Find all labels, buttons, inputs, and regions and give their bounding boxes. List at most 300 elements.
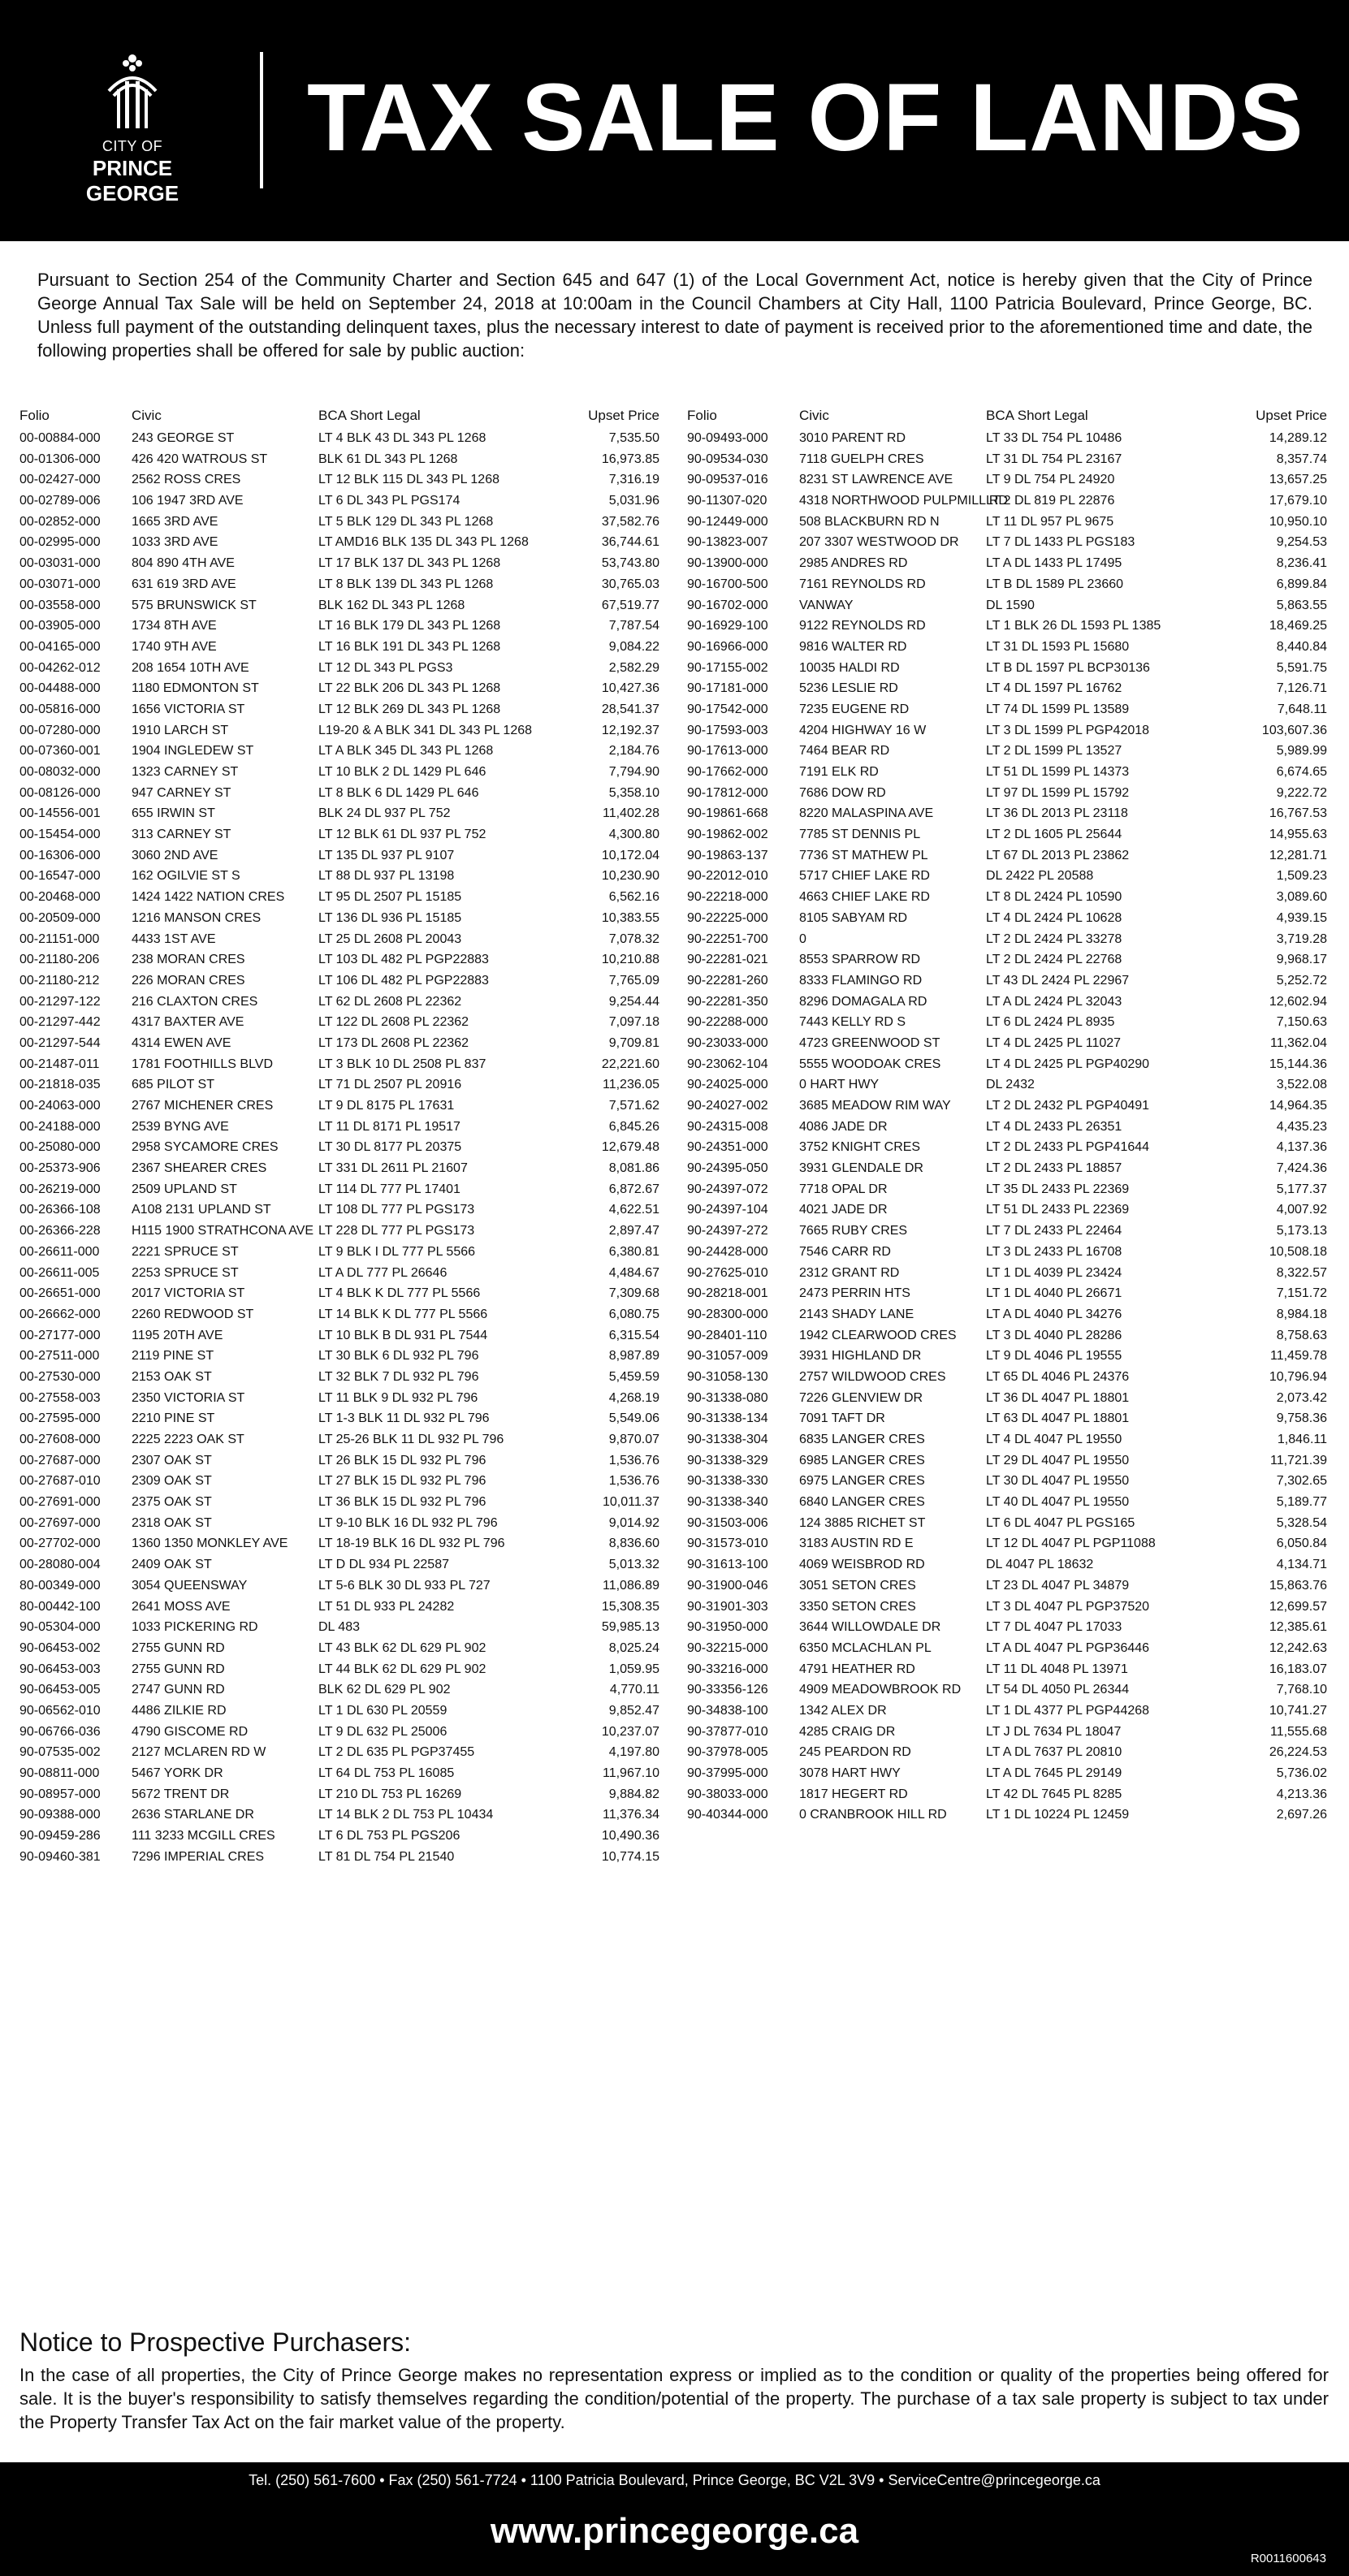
legal-cell: LT 9 DL 754 PL 24920 [986,473,1115,487]
price-cell: 12,699.57 [1269,1599,1327,1614]
price-cell: 6,872.67 [608,1182,659,1196]
price-cell: 15,308.35 [601,1599,659,1614]
price-cell: 16,183.07 [1269,1662,1327,1676]
legal-cell: LT 3 DL 4040 PL 28286 [986,1328,1122,1342]
civic-cell: 1033 3RD AVE [132,535,218,550]
legal-cell: LT 18-19 BLK 16 DL 932 PL 796 [318,1537,505,1551]
folio-cell: 00-21297-122 [19,994,101,1009]
table-row [19,845,661,867]
table-row [687,992,1329,1013]
table-row [687,1638,1329,1659]
civic-cell: 7665 RUBY CRES [799,1224,908,1238]
folio-cell: 90-17593-003 [687,723,768,737]
folio-cell: 00-16547-000 [19,869,101,884]
folio-cell: 90-07535-002 [19,1745,101,1760]
price-cell: 12,192.37 [601,723,659,737]
legal-cell: LT 32 BLK 7 DL 932 PL 796 [318,1369,479,1384]
price-cell: 11,402.28 [603,806,659,821]
legal-cell: LT 16 BLK 179 DL 343 PL 1268 [318,619,501,633]
price-cell: 16,767.53 [1269,806,1327,821]
price-cell: 4,300.80 [608,828,659,842]
folio-cell: 90-27625-010 [687,1265,768,1280]
folio-cell: 00-03031-000 [19,556,101,571]
legal-cell: LT 2 DL 1599 PL 13527 [986,744,1122,759]
legal-cell: LT 6 DL 343 PL PGS174 [318,494,460,508]
table-row [687,1742,1329,1763]
legal-cell: LT B DL 1597 PL BCP30136 [986,660,1150,675]
folio-cell: 00-27691-000 [19,1495,101,1510]
price-cell: 26,224.53 [1269,1745,1327,1760]
folio-cell: 90-17155-002 [687,660,768,675]
civic-cell: 9816 WALTER RD [799,639,907,654]
price-cell: 12,385.61 [1269,1620,1327,1635]
price-cell: 36,744.61 [601,535,659,550]
table-row [19,637,661,658]
folio-cell: 90-19862-002 [687,828,768,842]
civic-cell: 3051 SETON CRES [799,1578,916,1593]
folio-cell: 90-11307-020 [687,494,767,508]
price-cell: 4,770.11 [609,1683,659,1697]
folio-cell: 00-26662-000 [19,1307,101,1321]
website-link[interactable]: www.princegeorge.ca [490,2511,859,2551]
civic-cell: 2375 OAK ST [132,1495,212,1510]
legal-cell: LT 1-3 BLK 11 DL 932 PL 796 [318,1411,490,1426]
table-row [19,1513,661,1534]
folio-cell: 90-22281-260 [687,973,768,988]
folio-cell: 90-24428-000 [687,1244,768,1259]
civic-cell: 6840 LANGER CRES [799,1495,925,1510]
civic-cell: 106 1947 3RD AVE [132,494,244,508]
document-id: R0011600643 [1250,2552,1326,2565]
folio-cell: 90-28300-000 [687,1307,768,1321]
legal-cell: LT B DL 1589 PL 23660 [986,577,1124,591]
folio-cell: 90-22281-021 [687,953,768,967]
legal-cell: BLK 61 DL 343 PL 1268 [318,452,458,466]
footer [0,2462,1349,2576]
table-row [19,1575,661,1597]
legal-cell: LT 4 DL 2425 PL PGP40290 [986,1057,1150,1071]
price-cell: 11,555.68 [1270,1724,1327,1739]
legal-cell: LT 1 DL 10224 PL 12459 [986,1808,1130,1822]
price-cell: 8,236.41 [1276,556,1327,571]
civic-cell: A108 2131 UPLAND ST [132,1203,271,1217]
civic-cell: 6975 LANGER CRES [799,1474,925,1489]
legal-cell: LT 11 DL 4048 PL 13971 [986,1662,1128,1676]
table-row [687,1575,1329,1597]
folio-cell: 00-26611-005 [19,1265,100,1280]
civic-cell: 7464 BEAR RD [799,744,890,759]
folio-cell: 80-00349-000 [19,1578,101,1593]
price-cell: 5,252.72 [1276,973,1327,988]
table-row [19,1054,661,1075]
price-cell: 10,427.36 [601,681,659,696]
civic-cell: 238 MORAN CRES [132,953,245,967]
folio-cell: 00-26219-000 [19,1182,101,1196]
price-cell: 11,967.10 [603,1766,659,1780]
civic-cell: 1904 INGLEDEW ST [132,744,254,759]
price-cell: 14,964.35 [1269,1099,1327,1113]
legal-cell: LT 65 DL 4046 PL 24376 [986,1369,1130,1384]
table-row [19,1221,661,1242]
folio-cell: 90-22281-350 [687,994,768,1009]
legal-cell: LT 10 BLK 2 DL 1429 PL 646 [318,765,486,779]
legal-cell: LT D DL 934 PL 22587 [318,1558,449,1572]
price-cell: 7,316.19 [608,473,659,487]
civic-cell: 508 BLACKBURN RD N [799,514,940,529]
price-cell: 14,955.63 [1269,828,1327,842]
legal-cell: LT 11 DL 8171 PL 19517 [318,1119,460,1134]
table-row [687,1408,1329,1429]
civic-cell: 226 MORAN CRES [132,973,245,988]
price-cell: 7,150.63 [1276,1015,1327,1030]
civic-cell: 2309 OAK ST [132,1474,212,1489]
table-row [19,1199,661,1221]
legal-cell: LT 8 DL 2424 PL 10590 [986,890,1122,905]
price-cell: 6,562.16 [608,890,659,905]
civic-cell: 2367 SHEARER CRES [132,1161,267,1176]
folio-cell: 90-31057-009 [687,1349,768,1364]
folio-cell: 90-31338-080 [687,1390,768,1405]
legal-cell: LT 36 DL 2013 PL 23118 [986,806,1128,821]
civic-cell: 8105 SABYAM RD [799,910,908,925]
civic-cell: 7118 GUELPH CRES [799,452,924,466]
folio-cell: 90-31901-303 [687,1599,768,1614]
folio-cell: 90-40344-000 [687,1808,768,1822]
legal-cell: LT 2 DL 1605 PL 25644 [986,828,1122,842]
civic-cell: 4318 NORTHWOOD PULPMILL RD [799,494,1008,508]
folio-cell: 90-24315-008 [687,1119,768,1134]
legal-cell: LT 1 DL 4377 PL PGP44268 [986,1703,1150,1718]
table-row [687,1513,1329,1534]
table-row [19,678,661,699]
legal-cell: DL 2422 PL 20588 [986,869,1094,884]
legal-cell: LT 44 BLK 62 DL 629 PL 902 [318,1662,486,1676]
legal-cell: BLK 162 DL 343 PL 1268 [318,598,465,612]
price-cell: 3,522.08 [1276,1078,1327,1092]
price-cell: 5,358.10 [608,785,659,800]
table-row [19,574,661,595]
legal-cell: LT 14 BLK 2 DL 753 PL 10434 [318,1808,494,1822]
folio-cell: 90-19861-668 [687,806,768,821]
civic-cell: 2539 BYNG AVE [132,1119,229,1134]
price-cell: 28,541.37 [601,702,659,716]
table-row [687,824,1329,845]
civic-cell: 2153 OAK ST [132,1369,212,1384]
civic-cell: 575 BRUNSWICK ST [132,598,257,612]
price-cell: 11,362.04 [1270,1035,1327,1050]
legal-cell: LT 6 DL 2424 PL 8935 [986,1015,1115,1030]
legal-cell: LT 12 DL 343 PL PGS3 [318,660,453,675]
folio-cell: 90-08957-000 [19,1787,101,1801]
table-row [19,1638,661,1659]
civic-cell: 0 CRANBROOK HILL RD [799,1808,947,1822]
table-row [687,469,1329,491]
table-row [19,992,661,1013]
civic-cell: 4285 CRAIG DR [799,1724,896,1739]
legal-cell: LT 95 DL 2507 PL 15185 [318,890,462,905]
table-row [687,1304,1329,1325]
folio-cell: 90-22288-000 [687,1015,768,1030]
folio-cell: 90-08811-000 [19,1766,100,1780]
legal-cell: LT 30 BLK 6 DL 932 PL 796 [318,1349,479,1364]
price-cell: 5,328.54 [1276,1515,1327,1530]
table-row [19,1367,661,1388]
folio-cell: 90-24397-272 [687,1224,768,1238]
price-cell: 5,177.37 [1276,1182,1327,1196]
legal-cell: LT 9 DL 8175 PL 17631 [318,1099,455,1113]
table-row [687,1221,1329,1242]
folio-cell: 90-16702-000 [687,598,768,612]
price-cell: 5,013.32 [608,1558,659,1572]
legal-cell: LT 14 BLK K DL 777 PL 5566 [318,1307,488,1321]
table-row [687,1283,1329,1304]
table-row [19,512,661,533]
legal-cell: LT A DL 777 PL 26646 [318,1265,448,1280]
table-row [687,637,1329,658]
legal-cell: LT 36 DL 4047 PL 18801 [986,1390,1130,1405]
folio-cell: 00-02852-000 [19,514,101,529]
table-row [19,1179,661,1200]
folio-cell: 90-31338-329 [687,1453,768,1467]
civic-cell: 1424 1422 NATION CRES [132,890,285,905]
legal-cell: LT 122 DL 2608 PL 22362 [318,1015,469,1030]
price-cell: 10,230.90 [601,869,659,884]
price-cell: 5,736.02 [1276,1766,1327,1780]
folio-cell: 00-02995-000 [19,535,101,550]
legal-cell: LT 12 BLK 269 DL 343 PL 1268 [318,702,501,716]
civic-cell: 2755 GUNN RD [132,1640,225,1655]
legal-cell: LT 31 DL 754 PL 23167 [986,452,1122,466]
legal-cell: LT 9-10 BLK 16 DL 932 PL 796 [318,1515,498,1530]
legal-cell: LT 8 BLK 139 DL 343 PL 1268 [318,577,494,591]
civic-cell: 7091 TAFT DR [799,1411,885,1426]
folio-cell: 90-34838-100 [687,1703,768,1718]
legal-cell: LT J DL 7634 PL 18047 [986,1724,1122,1739]
price-cell: 10,011.37 [603,1495,659,1510]
civic-cell: 2747 GUNN RD [132,1683,225,1697]
price-cell: 5,031.96 [608,494,659,508]
folio-cell: 00-03071-000 [19,577,101,591]
price-cell: 7,765.09 [608,973,659,988]
legal-cell: LT 2 DL 2424 PL 33278 [986,931,1122,946]
civic-cell: 1323 CARNEY ST [132,765,239,779]
folio-cell: 90-23062-104 [687,1057,768,1071]
folio-cell: 00-21180-212 [19,973,100,988]
civic-cell: 3931 GLENDALE DR [799,1161,923,1176]
table-body-right [687,428,1329,1826]
price-cell: 9,254.53 [1276,535,1327,550]
price-cell: 11,721.39 [1270,1453,1327,1467]
folio-cell: 90-13900-000 [687,556,768,571]
civic-cell: 1033 PICKERING RD [132,1620,258,1635]
table-row [687,1137,1329,1158]
table-row [687,887,1329,908]
folio-cell: 80-00442-100 [19,1599,101,1614]
legal-cell: LT 5-6 BLK 30 DL 933 PL 727 [318,1578,491,1593]
civic-cell: 1665 3RD AVE [132,514,218,529]
civic-cell: 2562 ROSS CRES [132,473,241,487]
table-row [19,929,661,950]
table-row [19,1554,661,1575]
legal-cell: LT A DL 7637 PL 20810 [986,1745,1122,1760]
table-row [19,699,661,720]
price-cell: 1,509.23 [1276,869,1327,884]
folio-cell: 00-00884-000 [19,431,101,445]
legal-cell: LT A DL 4047 PL PGP36446 [986,1640,1150,1655]
legal-cell: BLK 62 DL 629 PL 902 [318,1683,451,1697]
civic-cell: 5236 LESLIE RD [799,681,898,696]
table-row [687,1325,1329,1346]
price-cell: 10,210.88 [601,953,659,967]
price-cell: 9,014.92 [608,1515,659,1530]
table-row [19,532,661,553]
price-cell: 18,469.25 [1269,619,1327,633]
price-cell: 7,424.36 [1276,1161,1327,1176]
legal-cell: LT A DL 4040 PL 34276 [986,1307,1122,1321]
price-cell: 3,719.28 [1276,931,1327,946]
table-row [19,1096,661,1117]
price-cell: 53,743.80 [601,556,659,571]
price-cell: 4,213.36 [1276,1787,1327,1801]
legal-cell: LT 16 BLK 191 DL 343 PL 1268 [318,639,501,654]
column-header-folio: Folio [687,408,717,423]
folio-cell: 00-27687-000 [19,1453,101,1467]
civic-cell: 124 3885 RICHET ST [799,1515,926,1530]
civic-cell: 7235 EUGENE RD [799,702,910,716]
folio-cell: 00-27608-000 [19,1433,101,1446]
legal-cell: LT 30 DL 4047 PL 19550 [986,1474,1130,1489]
civic-cell: 4790 GISCOME RD [132,1724,249,1739]
price-cell: 15,144.36 [1269,1057,1327,1071]
civic-cell: 2225 2223 OAK ST [132,1433,244,1446]
civic-cell: 8296 DOMAGALA RD [799,994,927,1009]
table-row [19,553,661,574]
price-cell: 9,222.72 [1276,785,1327,800]
civic-cell: 6985 LANGER CRES [799,1453,925,1467]
legal-cell: LT A BLK 345 DL 343 PL 1268 [318,744,494,759]
table-row [687,1033,1329,1054]
folio-cell: 90-05304-000 [19,1620,101,1635]
folio-cell: 00-01306-000 [19,452,101,466]
civic-cell: 3183 AUSTIN RD E [799,1537,914,1551]
civic-cell: 4663 CHIEF LAKE RD [799,890,930,905]
price-cell: 7,078.32 [608,931,659,946]
legal-cell: LT 2 DL 2433 PL PGP41644 [986,1140,1150,1155]
table-row [19,949,661,970]
folio-cell: 90-31058-130 [687,1369,768,1384]
civic-cell: 2210 PINE ST [132,1411,215,1426]
table-row [19,1074,661,1096]
table-row [687,741,1329,762]
legal-cell: LT 31 DL 1593 PL 15680 [986,639,1130,654]
table-row [19,1033,661,1054]
table-row [687,1784,1329,1805]
civic-cell: 4314 EWEN AVE [132,1035,231,1050]
legal-cell: LT 81 DL 754 PL 21540 [318,1849,455,1864]
folio-cell: 00-03905-000 [19,619,101,633]
folio-cell: 00-26366-228 [19,1224,101,1238]
civic-cell: 2312 GRANT RD [799,1265,900,1280]
table-row [19,1659,661,1680]
folio-cell: 90-17812-000 [687,785,768,800]
legal-cell: LT 9 DL 632 PL 25006 [318,1724,448,1739]
legal-cell: LT 11 BLK 9 DL 932 PL 796 [318,1390,478,1405]
folio-cell: 90-31338-340 [687,1495,768,1510]
notice-text: In the case of all properties, the City of Prince George makes no representation express or implied as to the condition or quality of the properties being offered for sale. It is the buyer's responsibility to satisfy themselves regarding the condition/potential of the property. The purchase of a tax sale property is subject to tax under the Property Transfer Tax Act on the fair market value of the property. [19,2365,1329,2432]
folio-cell: 00-14556-001 [19,806,101,821]
legal-cell: LT 2 DL 2424 PL 22768 [986,953,1122,967]
table-row [19,1388,661,1409]
civic-cell: 1942 CLEARWOOD CRES [799,1328,957,1342]
civic-cell: 208 1654 10TH AVE [132,660,249,675]
price-cell: 10,490.36 [601,1829,659,1843]
table-row [687,762,1329,783]
folio-cell: 90-24395-050 [687,1161,768,1176]
table-row [687,1263,1329,1284]
civic-cell: 7191 ELK RD [799,765,879,779]
civic-cell: 0 HART HWY [799,1078,880,1092]
price-cell: 8,081.86 [608,1161,659,1176]
legal-cell: LT 5 BLK 129 DL 343 PL 1268 [318,514,494,529]
price-cell: 15,863.76 [1269,1578,1327,1593]
price-cell: 6,380.81 [608,1244,659,1259]
civic-cell: 4086 JADE DR [799,1119,888,1134]
folio-cell: 90-31613-100 [687,1558,768,1572]
legal-cell: LT 23 DL 4047 PL 34879 [986,1578,1130,1593]
folio-cell: 00-24063-000 [19,1099,101,1113]
legal-cell: DL 1590 [986,598,1035,612]
table-row [687,449,1329,470]
legal-cell: LT 7 DL 1433 PL PGS183 [986,535,1135,550]
table-row [687,1554,1329,1575]
civic-cell: 3078 HART HWY [799,1766,901,1780]
price-cell: 4,622.51 [608,1203,659,1217]
legal-cell: LT A DL 1433 PL 17495 [986,556,1122,571]
civic-cell: 1781 FOOTHILLS BLVD [132,1057,273,1071]
legal-cell: LT 331 DL 2611 PL 21607 [318,1161,468,1176]
price-cell: 2,073.42 [1276,1390,1327,1405]
folio-cell: 90-09459-286 [19,1829,101,1843]
table-row [19,1847,661,1868]
civic-cell: 4021 JADE DR [799,1203,888,1217]
table-row [687,574,1329,595]
civic-cell: 243 GEORGE ST [132,431,235,445]
price-cell: 12,281.71 [1269,848,1327,862]
civic-cell: 7686 DOW RD [799,785,886,800]
civic-cell: 5467 YORK DR [132,1766,223,1780]
table-row [19,1742,661,1763]
legal-cell: LT 2 DL 635 PL PGP37455 [318,1745,475,1760]
civic-cell: 2119 PINE ST [132,1349,214,1364]
civic-cell: 3350 SETON CRES [799,1599,916,1614]
folio-cell: 00-21297-544 [19,1035,101,1050]
folio-cell: 00-27687-010 [19,1474,101,1489]
column-header-folio: Folio [19,408,50,423]
price-cell: 8,025.24 [608,1640,659,1655]
price-cell: 7,648.11 [1277,702,1327,716]
notice-title: Notice to Prospective Purchasers: [19,2327,411,2357]
legal-cell: LT 74 DL 1599 PL 13589 [986,702,1130,716]
price-cell: 7,787.54 [608,619,659,633]
folio-cell: 90-33216-000 [687,1662,768,1676]
table-row [687,1533,1329,1554]
price-cell: 6,080.75 [608,1307,659,1321]
price-cell: 8,987.89 [608,1349,659,1364]
table-row [687,1701,1329,1722]
civic-cell: 8220 MALASPINA AVE [799,806,934,821]
table-row [19,616,661,637]
folio-cell: 00-27530-000 [19,1369,101,1384]
